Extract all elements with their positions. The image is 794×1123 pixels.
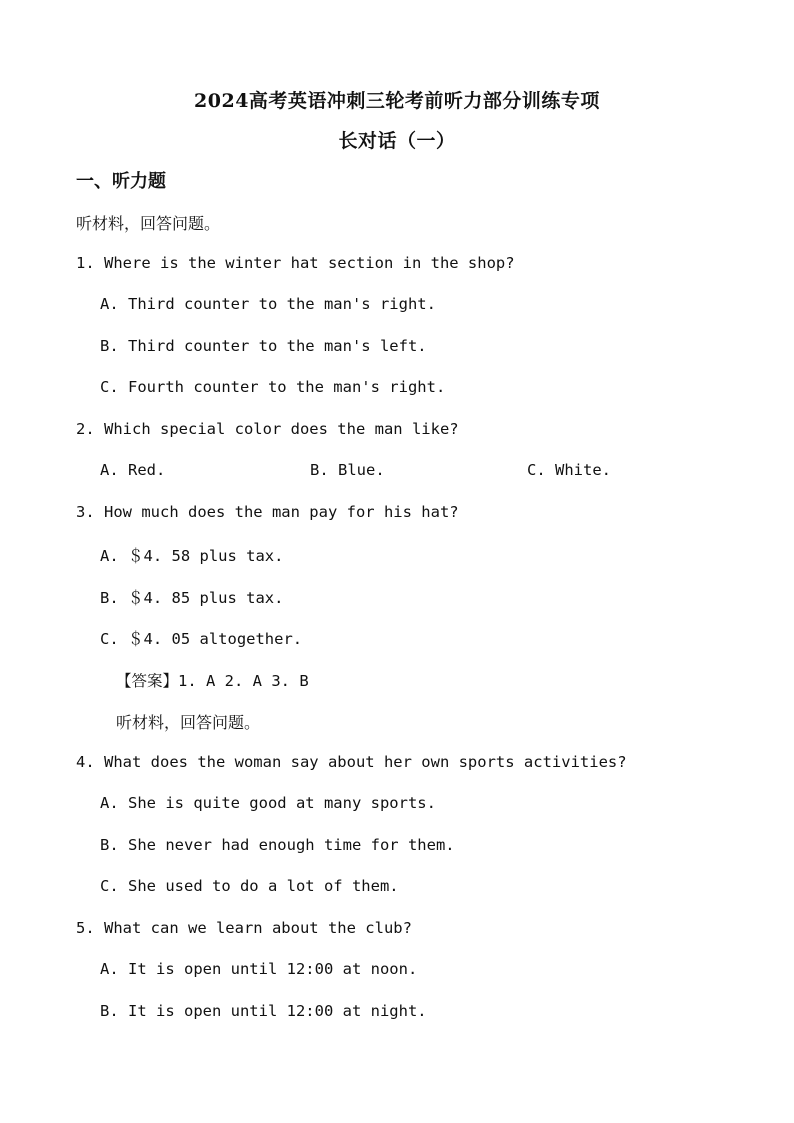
q2-option-a: A. Red. [100, 461, 166, 479]
q5-option-b: B. It is open until 12:00 at night. [100, 1002, 427, 1020]
q2-option-c: C. White. [527, 461, 611, 479]
q3-option-b: B. ＄4. 85 plus tax. [100, 589, 284, 607]
q4-option-a: A. She is quite good at many sports. [100, 794, 436, 812]
document-subtitle: 长对话（一） [338, 130, 456, 152]
q4-option-c: C. She used to do a lot of them. [100, 877, 399, 895]
q3-option-a: A. ＄4. 58 plus tax. [100, 547, 284, 565]
answer-key: 【答案】1. A 2. A 3. B [116, 672, 309, 690]
question-3: 3. How much does the man pay for his hat? [76, 503, 459, 521]
question-1: 1. Where is the winter hat section in the shop? [76, 254, 515, 272]
question-2: 2. Which special color does the man like? [76, 420, 459, 438]
q1-option-a: A. Third counter to the man's right. [100, 295, 436, 313]
question-5: 5. What can we learn about the club? [76, 919, 412, 937]
section-heading: 一、听力题 [76, 171, 166, 192]
q2-option-b: B. Blue. [310, 461, 385, 479]
document-title: 2024高考英语冲刺三轮考前听力部分训练专项 [194, 90, 600, 112]
q1-option-c: C. Fourth counter to the man's right. [100, 378, 446, 396]
q1-option-b: B. Third counter to the man's left. [100, 337, 427, 355]
question-4: 4. What does the woman say about her own sports activities? [76, 753, 627, 771]
instruction-1: 听材料，回答问题。 [76, 214, 221, 233]
q5-option-a: A. It is open until 12:00 at noon. [100, 960, 418, 978]
instruction-2: 听材料，回答问题。 [116, 713, 261, 732]
q2-options-row [100, 461, 720, 483]
q4-option-b: B. She never had enough time for them. [100, 836, 455, 854]
q3-option-c: C. ＄4. 05 altogether. [100, 630, 303, 648]
